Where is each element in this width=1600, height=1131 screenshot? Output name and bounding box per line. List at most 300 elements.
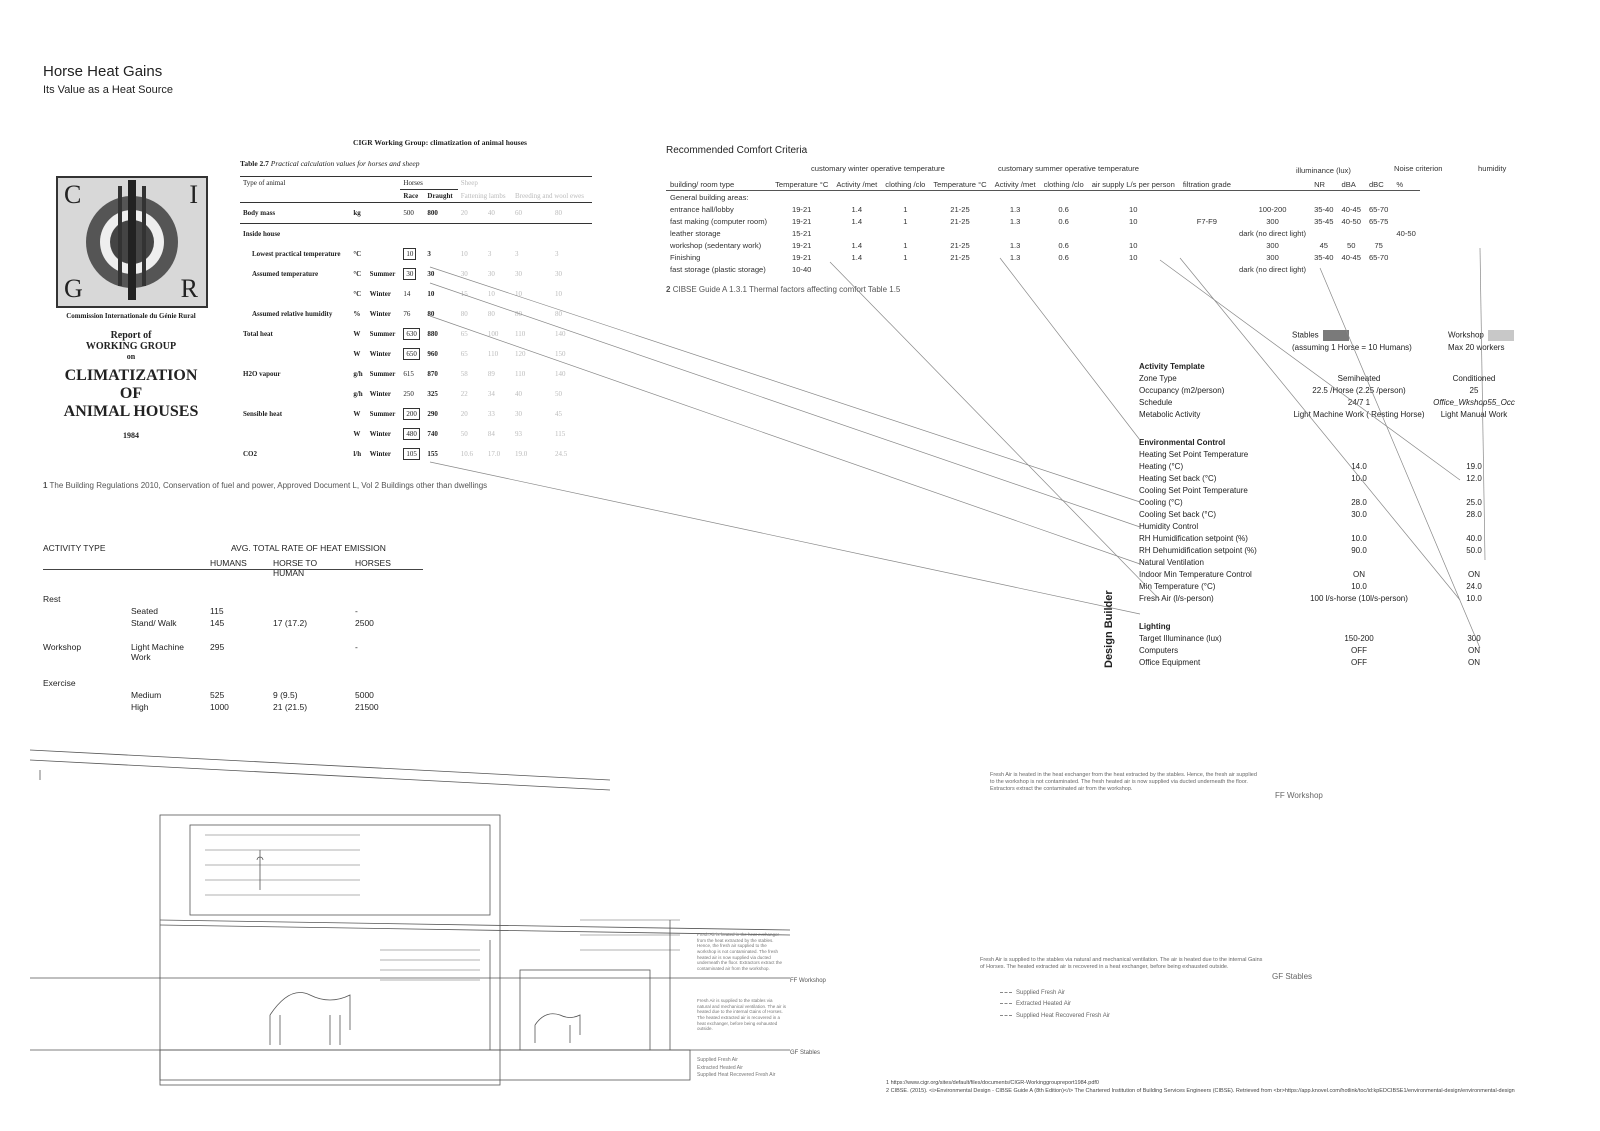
comfort-cell: 35-40 xyxy=(1314,252,1334,262)
cigr-letter-r: R xyxy=(180,274,198,303)
gf-note-small: Fresh Air is supplied to the stables via natural and mechanical ventilation. The air is heated due to the internal Gains of Horses. The heated extracted air is recovered in a heat exchanger, before being exhausted outside. xyxy=(697,998,786,1032)
comfort-cell: 19-21 xyxy=(791,216,812,226)
cigr-sheep-value: 22 xyxy=(460,390,468,398)
building-section xyxy=(30,750,790,1085)
comfort-group-noise: Noise criterion xyxy=(1394,164,1443,173)
page-title: Horse Heat Gains xyxy=(43,63,163,80)
db-workshop-value: ON xyxy=(1468,570,1480,579)
comfort-cell: 40-50 xyxy=(1396,228,1416,238)
comfort-cell: 1 xyxy=(903,252,908,262)
cigr-race-value: 500 xyxy=(403,209,414,217)
db-workshop-value: Office_Wkshop55_Occ xyxy=(1433,398,1515,407)
legend-extracted-heated-air xyxy=(1000,999,1110,1010)
legend-workshop-label: Workshop xyxy=(1448,330,1484,340)
comfort-cell: 21-25 xyxy=(950,252,970,262)
activity-sub: Medium xyxy=(131,690,162,700)
db-row-label: RH Dehumidification setpoint (%) xyxy=(1139,546,1257,555)
comfort-cell: 1.3 xyxy=(1009,204,1021,214)
cigr-sheep-value: 10 xyxy=(487,290,495,298)
legend-small-recovered: Supplied Heat Recovered Fresh Air xyxy=(697,1072,776,1078)
cigr-row-label: Assumed relative humidity xyxy=(252,310,333,318)
report-title-1: CLIMATIZATION xyxy=(64,367,198,384)
comfort-header: Activity /met xyxy=(994,179,1036,189)
airflow-arrow-icon xyxy=(1000,1003,1012,1004)
legend-supplied-heat-recovered xyxy=(1000,1011,1110,1022)
comfort-cell: 300 xyxy=(1266,216,1279,226)
cigr-org: Commission Internationale du Génie Rural xyxy=(66,312,196,320)
report-year: 1984 xyxy=(123,431,139,440)
db-row-label: Zone Type xyxy=(1139,374,1177,383)
cigr-sheep-value: 80 xyxy=(460,310,468,318)
comfort-header: filtration grade xyxy=(1182,179,1231,189)
activity-group-name: Rest xyxy=(43,594,61,604)
activity-humans: 1000 xyxy=(210,702,229,712)
cigr-sheep-value: 20 xyxy=(460,410,468,418)
cigr-row-season: Summer xyxy=(369,370,396,378)
legend-workshop-note: Max 20 workers xyxy=(1448,343,1505,352)
db-row-label: Target Illuminance (lux) xyxy=(1139,634,1222,643)
legend-supplied-fresh-air-label: Supplied Fresh Air xyxy=(1016,990,1066,996)
cigr-draught-value: 10 xyxy=(427,290,435,298)
comfort-title: Recommended Comfort Criteria xyxy=(666,145,808,156)
comfort-group-summer: customary summer operative temperature xyxy=(998,164,1139,173)
db-section-title: Activity Template xyxy=(1139,362,1205,371)
activity-horses: - xyxy=(355,642,358,652)
cigr-sheep-value: 100 xyxy=(487,330,499,338)
comfort-cell: 65-70 xyxy=(1368,204,1389,214)
cigr-sheep-value: 10 xyxy=(460,250,468,258)
activity-humans: 145 xyxy=(210,618,225,628)
cigr-draught-value: 290 xyxy=(427,410,438,418)
legend-extracted-heated-air-label: Extracted Heated Air xyxy=(1016,1001,1072,1008)
db-stables-value: 90.0 xyxy=(1351,546,1367,555)
activity-horses: - xyxy=(355,606,358,616)
cigr-row-unit: °C xyxy=(353,290,362,298)
comfort-cell: 10 xyxy=(1129,216,1138,226)
db-stables-value: 24/7 1 xyxy=(1347,398,1371,407)
cigr-race-value: 250 xyxy=(403,390,414,398)
ff-workshop-label: FF Workshop xyxy=(1275,791,1323,800)
cigr-race-value: 480 xyxy=(403,428,420,440)
comfort-cell: 21-25 xyxy=(950,216,970,226)
db-row-label: Occupancy (m2/person) xyxy=(1139,386,1225,395)
cigr-letter-g: G xyxy=(64,274,83,303)
cigr-row-season: Summer xyxy=(369,410,396,418)
db-stables-value: OFF xyxy=(1351,658,1367,667)
db-stables-value: 28.0 xyxy=(1351,498,1367,507)
cigr-race-value: 10 xyxy=(403,248,416,260)
cigr-sheep-value: 45 xyxy=(554,410,562,418)
cigr-sheep-value: 19.0 xyxy=(514,450,528,458)
db-row-label: Fresh Air (l/s-person) xyxy=(1139,594,1214,603)
cigr-sheep-value: 17.0 xyxy=(487,450,501,458)
cigr-sheep-value: 80 xyxy=(514,310,522,318)
cigr-sheep-value: 50 xyxy=(460,430,468,438)
comfort-cell: 100-200 xyxy=(1258,204,1287,214)
db-row-label: Humidity Control xyxy=(1139,522,1199,531)
activity-sub: Stand/ Walk xyxy=(131,618,177,628)
cigr-draught-value: 740 xyxy=(427,430,438,438)
db-row-label: Metabolic Activity xyxy=(1139,410,1201,419)
activity-col-humans: HUMANS xyxy=(210,558,247,568)
db-section-title: Lighting xyxy=(1139,622,1171,631)
section-drawing xyxy=(30,720,826,1100)
comfort-cell: 300 xyxy=(1266,252,1279,262)
footnote-1-text: The Building Regulations 2010, Conservation of fuel and power, Approved Document L, Vol 2 Buildings other than dwellings xyxy=(49,481,488,490)
cigr-row-season: Winter xyxy=(369,290,391,298)
comfort-cell: 40-50 xyxy=(1341,216,1361,226)
comfort-cell: fast storage (plastic storage) xyxy=(670,264,766,274)
airflow-arrow-icon xyxy=(1000,1015,1012,1016)
comfort-cell: F7-F9 xyxy=(1196,216,1218,226)
cigr-sheep-value: 50 xyxy=(554,390,562,398)
page-subtitle: Its Value as a Heat Source xyxy=(43,84,174,96)
comfort-header: clothing /clo xyxy=(885,179,926,189)
cigr-sheep-value: 80 xyxy=(554,310,562,318)
cigr-row-label: Lowest practical temperature xyxy=(252,250,341,258)
db-row-label: Natural Ventilation xyxy=(1139,558,1204,567)
report-line-1: Report of xyxy=(110,330,152,341)
cigr-row-unit: W xyxy=(353,350,361,358)
cigr-row-unit: W xyxy=(353,330,361,338)
comfort-cell: entrance hall/lobby xyxy=(670,204,734,214)
db-row-label: Cooling Set Point Temperature xyxy=(1139,486,1248,495)
cigr-row-label: Body mass xyxy=(243,209,276,217)
db-stables-value: 100 l/s-horse (10l/s-person) xyxy=(1310,594,1408,603)
cigr-sheep-value: 20 xyxy=(460,209,468,217)
comfort-cell: 19-21 xyxy=(791,240,812,250)
legend-supplied-fresh-air xyxy=(1000,988,1110,999)
comfort-group-illuminance: illuminance (lux) xyxy=(1296,166,1351,175)
cigr-table-caption: Practical calculation values for horses and sheep xyxy=(270,159,420,168)
cigr-sheep-value: 65 xyxy=(460,330,468,338)
db-row-label: Heating Set back (°C) xyxy=(1139,474,1217,483)
cigr-sheep-value: 80 xyxy=(554,209,562,217)
cigr-row-season: Winter xyxy=(369,350,391,358)
activity-humans: 295 xyxy=(210,642,225,652)
comfort-header: dBC xyxy=(1368,179,1384,189)
cigr-row-season: Winter xyxy=(369,310,391,318)
db-stables-value: ON xyxy=(1353,570,1365,579)
comfort-cell: 1.3 xyxy=(1009,240,1021,250)
comfort-cell: 1.4 xyxy=(851,216,863,226)
cigr-draught-value: 325 xyxy=(427,390,438,398)
cigr-sheep-value: 3 xyxy=(487,250,492,258)
db-stables-value: Semiheated xyxy=(1337,374,1381,383)
comfort-cell: fast making (computer room) xyxy=(670,216,768,226)
db-stables-value: 30.0 xyxy=(1351,510,1367,519)
db-row-label: Office Equipment xyxy=(1139,658,1201,667)
comfort-cell: 10 xyxy=(1129,240,1138,250)
db-row-label: Indoor Min Temperature Control xyxy=(1139,570,1252,579)
db-workshop-value: 50.0 xyxy=(1466,546,1482,555)
db-stables-value: OFF xyxy=(1351,646,1367,655)
cigr-sheep-value: 33 xyxy=(487,410,495,418)
legend-supplied-heat-recovered-label: Supplied Heat Recovered Fresh Air xyxy=(1016,1012,1111,1019)
comfort-cell: 21-25 xyxy=(950,204,970,214)
db-row-label: Cooling (°C) xyxy=(1139,498,1183,507)
cigr-row-season: Summer xyxy=(369,330,396,338)
ff-note-small: Fresh Air is heated in the heat exchanger from the heat extracted by the stables. Hence, the fresh air supplied to the workshop is not contaminated. The fresh heated air is now supplied via ducted underneath the floor. Extractors extract the contaminated air from the workshop. xyxy=(697,932,783,971)
comfort-cell: 15-21 xyxy=(791,228,812,238)
cigr-row-label: Total heat xyxy=(243,330,273,338)
cigr-sheep-value: 3 xyxy=(514,250,519,258)
footnote-1-number: 1 xyxy=(43,481,48,490)
cigr-sheep-value: 140 xyxy=(554,370,566,378)
cigr-draught-value: 800 xyxy=(427,209,438,217)
comfort-cell: 45 xyxy=(1319,240,1329,250)
comfort-header: % xyxy=(1396,179,1404,189)
legend-stables-note: (assuming 1 Horse = 10 Humans) xyxy=(1292,343,1412,352)
gf-stables-label: GF Stables xyxy=(1272,972,1313,981)
cigr-draught-value: 880 xyxy=(427,330,438,338)
comfort-cell: 0.6 xyxy=(1058,240,1069,250)
cigr-draught-value: 30 xyxy=(427,270,435,278)
comfort-cell: 19-21 xyxy=(791,252,812,262)
comfort-header: Temperature °C xyxy=(775,179,829,189)
bottom-footnote-2: 2 CIBSE. (2015). <i>Environmental Design - CIBSE Guide A (8th Edition)</i> The Chartered Institution of Building Services Engineers (CIBSE). Retrieved from <br>https://app.knovel.com/hotlink/toc/id:kpEDCIBSE1/environmental-design/environmental-design xyxy=(886,1088,1515,1095)
comfort-header: dBA xyxy=(1341,179,1356,189)
cigr-draught-value: 3 xyxy=(427,250,431,258)
comfort-cell: dark (no direct light) xyxy=(1238,264,1307,274)
db-stables-value: 10.0 xyxy=(1351,474,1367,483)
cigr-row-label: CO2 xyxy=(243,450,257,458)
legend-small-extracted: Extracted Heated Air xyxy=(697,1064,743,1071)
activity-col-type: ACTIVITY TYPE xyxy=(43,543,106,553)
cigr-col-sheep: Sheep xyxy=(460,179,478,188)
db-workshop-value: 12.0 xyxy=(1466,474,1482,483)
comfort-cell: dark (no direct light) xyxy=(1238,228,1307,238)
report-title-2: OF xyxy=(119,385,143,402)
cigr-row-label: Sensible heat xyxy=(243,410,283,418)
comfort-cell: 40-45 xyxy=(1341,252,1361,262)
activity-h2h: 9 (9.5) xyxy=(273,690,298,700)
db-row-label: Min Temperature (°C) xyxy=(1139,582,1216,591)
db-row-label: Computers xyxy=(1139,646,1179,655)
comfort-cell: General building areas: xyxy=(670,192,749,202)
db-workshop-value: 300 xyxy=(1467,634,1481,643)
comfort-cell: 10 xyxy=(1129,252,1138,262)
comfort-cell: 0.6 xyxy=(1058,252,1069,262)
cigr-draught-value: 870 xyxy=(427,370,438,378)
db-stables-value: 10.0 xyxy=(1351,582,1367,591)
cigr-sheep-value: 93 xyxy=(514,430,522,438)
db-row-label: Heating Set Point Temperature xyxy=(1139,450,1249,459)
comfort-cell: 19-21 xyxy=(791,204,812,214)
comfort-cell: 35-45 xyxy=(1314,216,1334,226)
design-builder-label: Design Builder xyxy=(1103,590,1115,668)
cigr-sheep-value: 10 xyxy=(514,290,522,298)
cigr-race-value: 200 xyxy=(403,408,420,420)
cigr-row-season: Winter xyxy=(369,430,391,438)
legend-stables-label: Stables xyxy=(1292,330,1319,340)
cigr-row-season: Winter xyxy=(369,390,391,398)
comfort-cell: 1.3 xyxy=(1009,252,1021,262)
cigr-sheep-value: 10.6 xyxy=(460,450,473,458)
activity-col-avg: AVG. TOTAL RATE OF HEAT EMISSION xyxy=(231,543,386,553)
db-section-title: Environmental Control xyxy=(1139,438,1226,447)
activity-h2h: 21 (21.5) xyxy=(273,702,308,712)
comfort-cell: 300 xyxy=(1266,240,1279,250)
cigr-sheep-value: 30 xyxy=(487,270,495,278)
bottom-footnotes xyxy=(886,1079,1515,1096)
cigr-row-label: H2O vapour xyxy=(243,370,281,378)
comfort-group-winter: customary winter operative temperature xyxy=(811,164,945,173)
activity-col-horses: HORSES xyxy=(355,558,391,568)
db-stables-value: 22.5 /Horse (2.25 /person) xyxy=(1312,386,1406,395)
ff-label: FF Workshop xyxy=(790,978,826,984)
comfort-cell: 35-40 xyxy=(1314,204,1334,214)
db-workshop-value: 25.0 xyxy=(1466,498,1482,507)
activity-humans: 525 xyxy=(210,690,225,700)
cigr-race-value: 76 xyxy=(403,310,411,318)
comfort-cell: 65-70 xyxy=(1368,252,1389,262)
cigr-race-value: 30 xyxy=(403,268,416,280)
db-stables-value: Light Machine Work ( Resting Horse) xyxy=(1293,410,1425,419)
airflow-arrow-icon xyxy=(1000,992,1012,993)
cigr-race-value: 615 xyxy=(403,370,414,378)
cigr-row-label: Assumed temperature xyxy=(252,270,319,278)
cigr-sheep-value: 3 xyxy=(554,250,559,258)
db-workshop-value: 24.0 xyxy=(1466,582,1482,591)
cigr-sheep-value: 40 xyxy=(487,209,495,217)
ff-note: Fresh Air is heated in the heat exchanger from the heat extracted by the stables. Hence, the fresh air supplied to the workshop is not contaminated. The fresh heated air is now supplied via ducted underneath the floor. Extractors extract the contaminated air from the workshop. xyxy=(990,772,1257,793)
cigr-draught-value: 80 xyxy=(427,310,435,318)
cigr-col-breeding: Breeding and wool ewes xyxy=(514,191,584,200)
db-row-label: RH Humidification setpoint (%) xyxy=(1139,534,1248,543)
activity-horses: 5000 xyxy=(355,690,374,700)
db-workshop-value: Conditioned xyxy=(1452,374,1496,383)
comfort-header: Temperature °C xyxy=(933,179,987,189)
cigr-col-draught: Draught xyxy=(427,192,453,200)
report-line-2: WORKING GROUP xyxy=(85,341,177,352)
comfort-cell: Finishing xyxy=(670,252,701,262)
gf-note: Fresh Air is supplied to the stables via natural and mechanical ventilation. The air is heated due to the internal Gains of Horses. The heated extracted air is recovered in a heat exchanger, before being exhausted outside. xyxy=(980,957,1263,971)
cigr-row-unit: % xyxy=(353,310,361,318)
cigr-sheep-value: 60 xyxy=(514,209,522,217)
cigr-sheep-value: 30 xyxy=(514,410,522,418)
comfort-cell: 40-45 xyxy=(1341,204,1361,214)
comfort-cell: leather storage xyxy=(670,228,721,238)
cigr-draught-value: 960 xyxy=(427,350,438,358)
cigr-row-label: Inside house xyxy=(243,230,281,238)
db-workshop-value: Light Manual Work xyxy=(1440,410,1508,419)
cigr-sheep-value: 30 xyxy=(460,270,468,278)
cigr-sheep-value: 24.5 xyxy=(554,450,568,458)
cigr-row-unit: W xyxy=(353,430,361,438)
comfort-cell: 21-25 xyxy=(950,240,970,250)
cigr-sheep-value: 84 xyxy=(487,430,495,438)
db-workshop-value: 28.0 xyxy=(1466,510,1482,519)
comfort-cell: 75 xyxy=(1374,240,1383,250)
activity-sub: High xyxy=(131,702,149,712)
comfort-cell: 10 xyxy=(1129,204,1138,214)
db-row-label: Schedule xyxy=(1139,398,1173,407)
comfort-cell: 1.3 xyxy=(1009,216,1021,226)
legend-small-supplied: Supplied Fresh Air xyxy=(697,1057,738,1063)
comfort-cell: workshop (sedentary work) xyxy=(670,240,762,250)
cigr-race-value: 105 xyxy=(403,448,420,460)
comfort-cell: 50 xyxy=(1347,240,1356,250)
cigr-race-value: 650 xyxy=(403,348,420,360)
cigr-sheep-value: 110 xyxy=(487,350,499,358)
report-title-3: ANIMAL HOUSES xyxy=(63,403,199,420)
cigr-letter-c: C xyxy=(64,180,82,209)
airflow-legend xyxy=(1000,988,1110,1022)
cigr-letter-i: I xyxy=(189,180,198,209)
cigr-row-unit: W xyxy=(353,410,361,418)
gf-label: GF Stables xyxy=(790,1050,821,1056)
cigr-sheep-value: 65 xyxy=(460,350,468,358)
cigr-row-unit: °C xyxy=(353,270,362,278)
comfort-cell: 1 xyxy=(903,216,908,226)
comfort-group-humidity: humidity xyxy=(1478,164,1507,173)
db-row-label: Heating (°C) xyxy=(1139,462,1184,471)
cigr-sheep-value: 30 xyxy=(554,270,562,278)
activity-col-horse-to-human: HORSE TO HUMAN xyxy=(273,558,318,578)
db-workshop-value: 40.0 xyxy=(1466,534,1482,543)
cigr-sheep-value: 80 xyxy=(487,310,495,318)
comfort-header: air supply L/s per person xyxy=(1091,179,1175,189)
cigr-sheep-value: 15 xyxy=(460,290,468,298)
cigr-sheep-value: 120 xyxy=(514,350,526,358)
comfort-header: clothing /clo xyxy=(1043,179,1084,189)
db-workshop-value: 19.0 xyxy=(1466,462,1482,471)
activity-horses: 2500 xyxy=(355,618,374,628)
cigr-sheep-value: 58 xyxy=(460,370,468,378)
comfort-cell: 1 xyxy=(903,204,908,214)
comfort-cell: 0.6 xyxy=(1058,216,1069,226)
activity-sub: Light Machine Work xyxy=(131,642,184,662)
comfort-header: building/ room type xyxy=(670,179,735,189)
cigr-row-unit: g/h xyxy=(353,390,363,398)
cigr-sheep-value: 140 xyxy=(554,330,566,338)
cigr-row-unit: °C xyxy=(353,250,362,258)
cigr-sheep-value: 34 xyxy=(487,390,495,398)
cigr-race-value: 14 xyxy=(403,290,411,298)
comfort-cell: 1.4 xyxy=(851,252,863,262)
db-stables-value: 150-200 xyxy=(1344,634,1374,643)
footnote-2-number: 2 xyxy=(666,285,671,294)
bottom-footnote-1: 1 https://www.cigr.org/sites/default/files/documents/CIGR-Workinggroupreport1984.pdf0 xyxy=(886,1080,1099,1086)
cigr-col-race: Race xyxy=(403,192,419,200)
db-stables-value: 10.0 xyxy=(1351,534,1367,543)
cigr-col-horses: Horses xyxy=(400,177,457,190)
cigr-row-season: Winter xyxy=(369,450,391,458)
activity-humans: 115 xyxy=(210,606,224,616)
comfort-header: Activity /met xyxy=(836,179,878,189)
cigr-sheep-value: 110 xyxy=(514,330,526,338)
cigr-sheep-value: 40 xyxy=(514,390,522,398)
activity-h2h: 17 (17.2) xyxy=(273,618,308,628)
airflow-legend-small xyxy=(697,1057,775,1080)
cigr-sheep-value: 110 xyxy=(514,370,526,378)
comfort-cell: 1.4 xyxy=(851,240,863,250)
comfort-header: NR xyxy=(1314,179,1326,189)
comfort-cell: 0.6 xyxy=(1058,204,1069,214)
cigr-sheep-value: 150 xyxy=(554,350,566,358)
cigr-sheep-value: 89 xyxy=(487,370,495,378)
comfort-cell: 65-75 xyxy=(1368,216,1389,226)
activity-group-name: Workshop xyxy=(43,642,82,652)
comfort-cell: 1.4 xyxy=(851,204,863,214)
cigr-draught-value: 155 xyxy=(427,450,438,458)
cigr-row-season: Summer xyxy=(369,270,396,278)
footnote-2-text: CIBSE Guide A 1.3.1 Thermal factors affecting comfort Table 1.5 xyxy=(672,285,901,294)
activity-sub: Seated xyxy=(131,606,158,616)
cigr-group-title: CIGR Working Group: climatization of animal houses xyxy=(353,138,527,147)
activity-group-name: Exercise xyxy=(43,678,76,688)
